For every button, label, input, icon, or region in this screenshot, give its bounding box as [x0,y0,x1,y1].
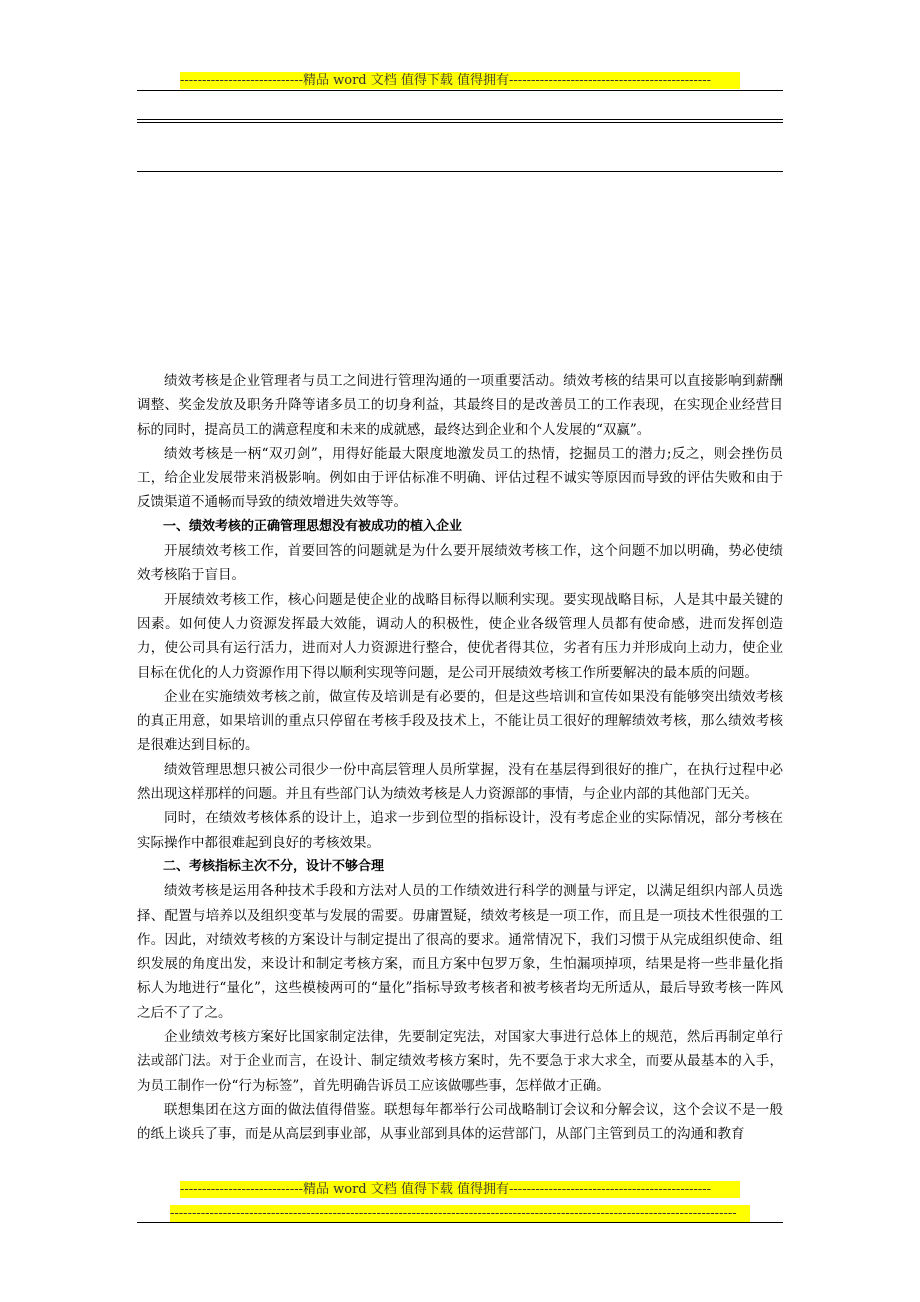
footer-rule [137,1222,783,1223]
body-paragraph: 绩效考核是一柄“双刃剑”，用得好能最大限度地激发员工的热情，挖掘员工的潜力;反之，则会挫伤员工，给企业发展带来消极影响。例如由于评估标准不明确、评估过程不诚实等原因而导致的评估失败和由于反馈渠道不通畅而导致的绩效增进失效等等。 [137,445,783,511]
section-heading: 二、考核指标主次不分，设计不够合理 [163,858,385,874]
body-paragraph: 企业在实施绩效考核之前，做宣传及培训是有必要的，但是这些培训和宣传如果没有能够突出绩效考核的真正用意，如果培训的重点只停留在考核手段及技术上，不能让员工很好的理解绩效考核，那么绩效考核是很难达到目标的。 [137,688,783,754]
header-banner: ----------------------------精品 word 文档 值得下载 值得拥有---------------------------------------------- [180,72,740,89]
document-body [137,369,783,1147]
body-paragraph: 绩效管理思想只被公司很少一份中高层管理人员所掌握，没有在基层得到很好的推广，在执行过程中必然出现这样那样的问题。并且有些部门认为绩效考核是人力资源部的事情，与企业内部的其他部门无关。 [137,761,783,803]
header-rule [137,90,783,91]
footer-dashes: --------------------------------------------------------------------------------------------------------------------------------- [170,1205,750,1222]
section-heading: 一、绩效考核的正确管理思想没有被成功的植入企业 [163,518,463,534]
body-paragraph: 联想集团在这方面的做法值得借鉴。联想每年都举行公司战略制订会议和分解会议，这个会议不是一般的纸上谈兵了事，而是从高层到事业部，从事业部到具体的运营部门，从部门主管到员工的沟通和教育 [137,1101,783,1143]
footer-banner: ----------------------------精品 word 文档 值得下载 值得拥有---------------------------------------------- [180,1181,740,1198]
body-paragraph: 绩效考核是运用各种技术手段和方法对人员的工作绩效进行科学的测量与评定，以满足组织内部人员选择、配置与培养以及组织变革与发展的需要。毋庸置疑，绩效考核是一项工作，而且是一项技术性很强的工作。因此，对绩效考核的方案设计与制定提出了很高的要求。通常情况下，我们习惯于从完成组织使命、组织发展的角度出发，来设计和制定考核方案，而且方案中包罗万象，生怕漏项掉项，结果是将一些非量化指标人为地进行“量化”，这些模棱两可的“量化”指标导致考核者和被考核者均无所适从，最后导致考核一阵风之后不了了之。 [137,883,783,1021]
body-paragraph: 绩效考核是企业管理者与员工之间进行管理沟通的一项重要活动。绩效考核的结果可以直接影响到薪酬调整、奖金发放及职务升降等诸多员工的切身利益，其最终目的是改善员工的工作表现，在实现企业经营目标的同时，提高员工的满意程度和未来的成就感，最终达到企业和个人发展的“双赢”。 [137,373,783,438]
body-paragraph: 同时，在绩效考核体系的设计上，追求一步到位型的指标设计，没有考虑企业的实际情况，部分考核在实际操作中都很难起到良好的考核效果。 [137,810,783,851]
body-paragraph: 企业绩效考核方案好比国家制定法律，先要制定宪法，对国家大事进行总体上的规范，然后再制定单行法或部门法。对于企业而言，在设计、制定绩效考核方案时，先不要急于求大求全，而要从最基本的入手，为员工制作一份“行为标签”，首先明确告诉员工应该做哪些事，怎样做才正确。 [137,1029,783,1094]
section-rule [137,171,783,172]
body-paragraph: 开展绩效考核工作，核心问题是使企业的战略目标得以顺利实现。要实现战略目标，人是其中最关键的因素。如何使人力资源发挥最大效能，调动人的积极性，使企业各级管理人员都有使命感，进而发挥创造力，使公司具有运行活力，进而对人力资源进行整合，使优者得其位，劣者有压力并形成向上动力，使企业目标在优化的人力资源作用下得以顺利实现等问题，是公司开展绩效考核工作所要解决的最本质的问题。 [137,591,783,681]
double-rule-top [137,119,783,120]
double-rule-bottom [137,122,783,123]
body-paragraph: 开展绩效考核工作，首要回答的问题就是为什么要开展绩效考核工作，这个问题不加以明确，势必使绩效考核陷于盲目。 [137,543,783,584]
